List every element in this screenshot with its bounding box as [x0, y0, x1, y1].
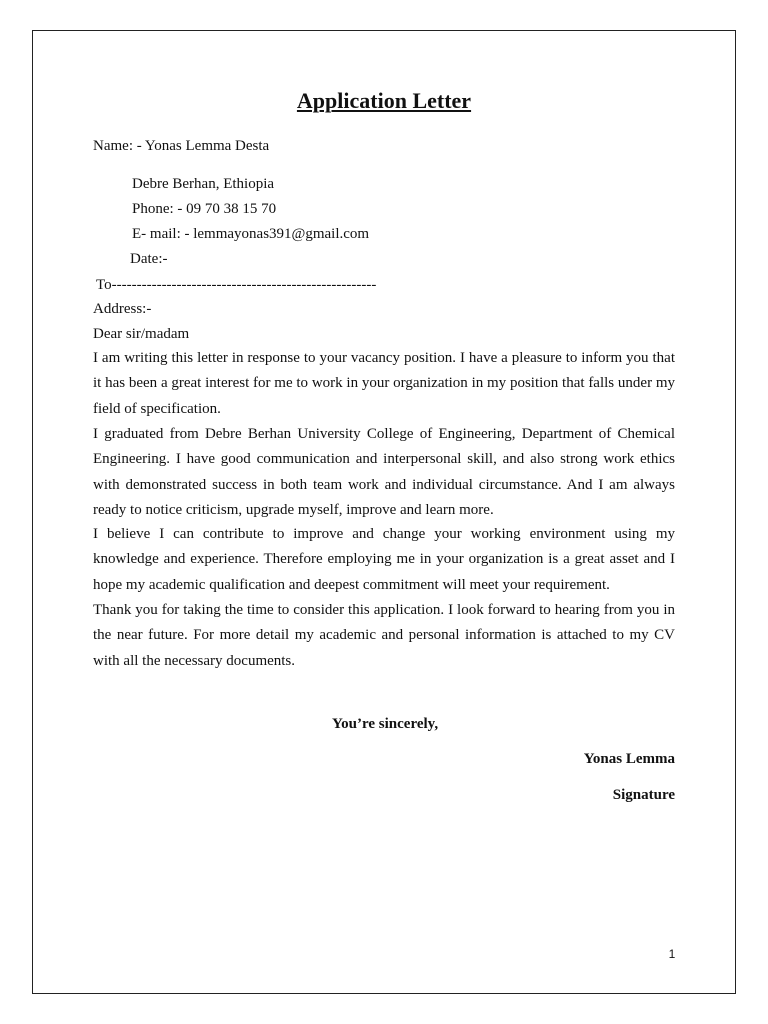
recipient-line: To----------------------------------------------------- — [96, 277, 377, 293]
signature-label: Signature — [612, 787, 675, 803]
sender-city: Debre Berhan, Ethiopia — [132, 176, 275, 192]
body-paragraph-4: Thank you for taking the time to consider this application. I look forward to hearing from you in the near future. For more detail my academic and personal information is attached to my CV with all the necessary documents. — [93, 602, 675, 669]
page-number: 1 — [668, 947, 676, 961]
recipient-address: Address:- — [93, 301, 152, 317]
sender-phone: Phone: - 09 70 38 15 70 — [132, 201, 277, 217]
body-paragraph-1: I am writing this letter in response to your vacancy position. I have a pleasure to inform you that it has been a great interest for me to work in your organization in my position that falls under my field of specification. — [93, 350, 675, 417]
date-line: Date:- — [130, 251, 168, 267]
letter-title: Application Letter — [296, 88, 472, 113]
sender-email: E- mail: - lemmayonas391@gmail.com — [132, 226, 370, 242]
signer-name: Yonas Lemma — [583, 751, 675, 767]
body-paragraph-2: I graduated from Debre Berhan University College of Engineering, Department of Chemical Engineering. I have good communication and interpersonal skill, and also strong work ethics with demonstrated success in both team work and individual circumstance. And I am always ready to notice criticism, upgrade myself, improve and learn more. — [93, 426, 675, 518]
sender-name: Name: - Yonas Lemma Desta — [93, 138, 270, 154]
body-paragraph-3: I believe I can contribute to improve and change your working environment using my knowledge and experience. Therefore employing me in your organization is a great asset and I hope my academic qualification and deepest commitment will meet your requirement. — [93, 526, 675, 593]
closing: You’re sincerely, — [332, 716, 439, 732]
salutation: Dear sir/madam — [93, 326, 190, 342]
